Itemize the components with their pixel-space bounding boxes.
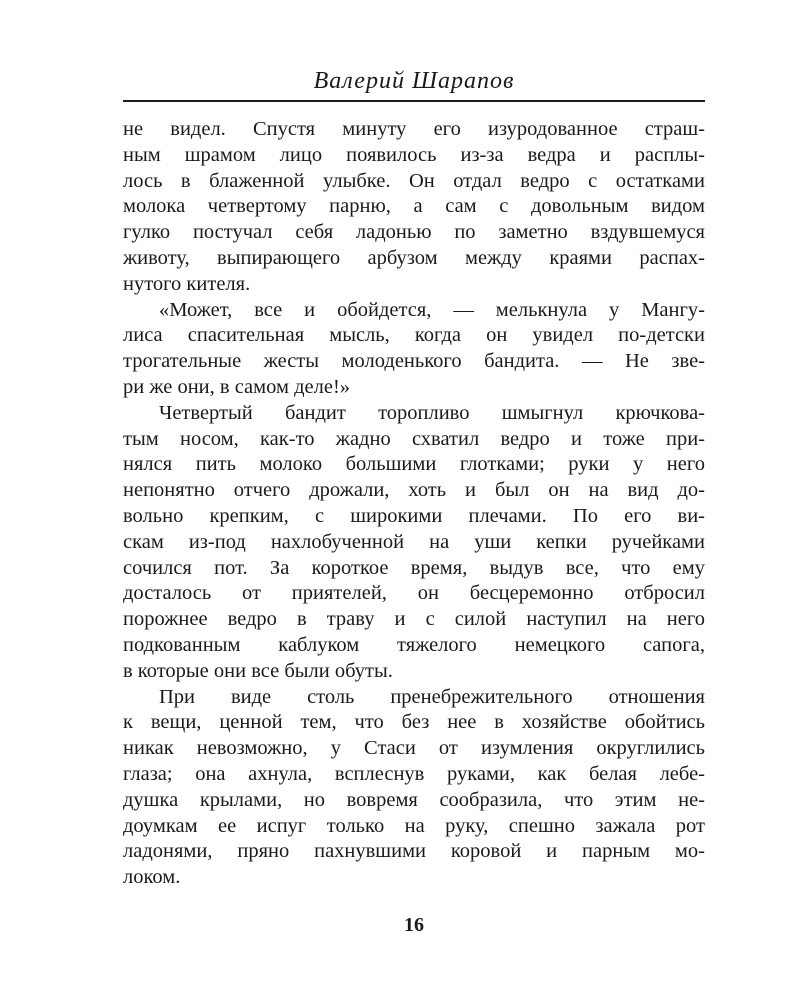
text-line: тым носом, как-то жадно схватил ведро и тоже при- <box>123 427 705 450</box>
text-line: досталось от приятелей, он бесцеремонно отбросил <box>123 582 705 605</box>
text-line: никак невозможно, у Стаси от изумления округлились <box>123 737 705 760</box>
text-line: вольно крепким, с широкими плечами. По его ви- <box>123 504 705 527</box>
text-line: к вещи, ценной тем, что без нее в хозяйстве обойтись <box>123 711 705 734</box>
text-line: животу, выпирающего арбузом между краями распах- <box>123 246 705 269</box>
text-line: непонятно отчего дрожали, хоть и был он на вид до- <box>123 479 705 502</box>
text-line: ным шрамом лицо появилось из-за ведра и расплы- <box>123 143 705 166</box>
text-line: молока четвертому парню, а сам с довольным видом <box>123 195 705 218</box>
text-line: нялся пить молоко большими глотками; руки у него <box>123 453 705 476</box>
page-number: 16 <box>404 914 424 936</box>
text-line: порожнее ведро в траву и с силой наступил на него <box>123 608 705 631</box>
text-line: в которые они все были обуты. <box>123 659 393 682</box>
text-line: лось в блаженной улыбке. Он отдал ведро с остатками <box>123 169 705 192</box>
running-header <box>123 66 705 96</box>
text-line: лиса спасительная мысль, когда он увидел по-детски <box>123 324 705 347</box>
text-line: скам из-под нахлобученной на уши кепки ручейками <box>123 530 705 553</box>
text-line: гулко постучал себя ладонью по заметно вздувшемуся <box>123 221 705 244</box>
header-rule <box>123 100 705 102</box>
text-line: ладонями, пряно пахнувшими коровой и парным мо- <box>123 840 705 863</box>
text-line: не видел. Спустя минуту его изуродованное страш- <box>123 118 705 140</box>
text-line: сочился пот. За короткое время, выдув все, что ему <box>123 556 705 579</box>
author-name: Валерий Шарапов <box>313 68 515 94</box>
text-line: подкованным каблуком тяжелого немецкого сапога, <box>123 633 705 656</box>
text-line: локом. <box>123 866 181 889</box>
text-line: нутого кителя. <box>123 272 251 295</box>
text-line: Четвертый бандит торопливо шмыгнул крючкова- <box>159 401 705 424</box>
text-line: доумкам ее испуг только на руку, спешно зажала рот <box>123 814 705 837</box>
text-line: глаза; она ахнула, всплеснув руками, как белая лебе- <box>123 762 705 785</box>
text-line: трогательные жесты молоденького бандита. — Не зве- <box>123 350 705 373</box>
text-line: душка крылами, но вовремя сообразила, что этим не- <box>123 788 705 811</box>
text-line: «Может, все и обойдется, — мелькнула у Мангу- <box>159 298 705 321</box>
text-line: ри же они, в самом деле!» <box>123 375 351 398</box>
body-text <box>123 117 705 891</box>
text-line: При виде столь пренебрежительного отношения <box>159 685 705 708</box>
